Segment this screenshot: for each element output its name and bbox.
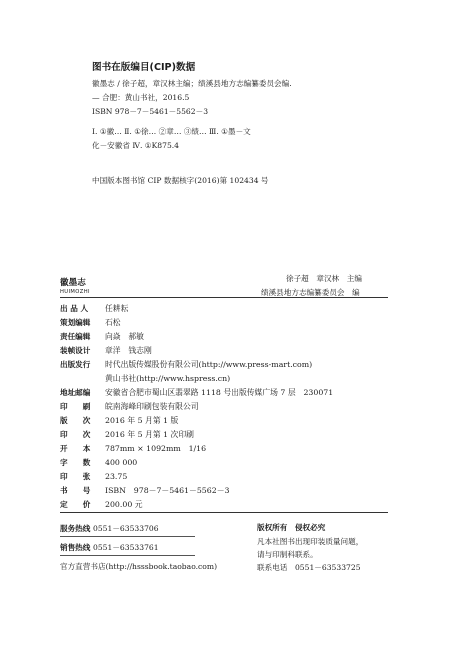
service-hotline-number: 0551－63533706 — [93, 524, 159, 533]
cip-library-note: 中国版本图书馆 CIP 数据核字(2016)第 102434 号 — [92, 176, 269, 185]
detail-row — [60, 457, 137, 468]
detail-label: 字 数 — [60, 458, 91, 467]
sales-underline — [60, 555, 195, 556]
detail-label: 版 次 — [60, 416, 91, 425]
rights-title: 版权所有 侵权必究 — [257, 523, 326, 532]
detail-row — [60, 429, 194, 440]
detail-label: 策划编辑 — [60, 318, 91, 327]
detail-value: 皖南海峰印刷包装有限公司 — [105, 402, 199, 411]
detail-value: 任耕耘 — [105, 304, 129, 313]
detail-row — [60, 373, 230, 384]
detail-label: 印 刷 — [60, 402, 91, 411]
editors-line: 徐子超 章汉林 主编 — [286, 274, 362, 283]
detail-label: 书 号 — [60, 486, 91, 495]
detail-value: 安徽省合肥市蜀山区翡翠路 1118 号出版传媒广场 7 层 230071 — [105, 388, 334, 397]
detail-value: 章洋 钱志刚 — [105, 346, 152, 355]
rights-contact: 联系电话 0551－63533725 — [257, 563, 361, 572]
service-hotline-label: 服务热线 — [60, 524, 91, 533]
detail-label: 定 价 — [60, 500, 91, 509]
rights-line-2: 请与印制科联系。 — [257, 550, 318, 559]
detail-row — [60, 499, 143, 510]
sales-hotline-number: 0551－63533761 — [93, 543, 159, 552]
detail-label: 印 次 — [60, 430, 91, 439]
rights-line-1: 凡本社图书出现印装质量问题， — [257, 537, 364, 546]
official-store-link[interactable]: 官方直营书店(http://hsssbook.taobao.com) — [60, 562, 218, 571]
cip-line-1: 徽墨志 / 徐子超，章汉林主编；绩溪县地方志编纂委员会编. — [92, 79, 292, 88]
detail-row — [60, 401, 199, 412]
detail-value: ISBN 978－7－5461－5562－3 — [105, 486, 230, 495]
detail-value: 23.75 — [105, 472, 128, 481]
details-divider — [60, 512, 388, 513]
detail-label: 出版发行 — [60, 360, 91, 369]
detail-row — [60, 303, 128, 314]
detail-row — [60, 471, 127, 482]
detail-label: 装帧设计 — [60, 346, 91, 355]
cip-line-4: Ⅰ. ①徽… Ⅱ. ①徐… ②章… ③绩… Ⅲ. ①墨－文 — [92, 127, 251, 136]
detail-row — [60, 345, 152, 356]
detail-row — [60, 317, 121, 328]
detail-row — [60, 331, 144, 342]
compiler-line: 绩溪县地方志编纂委员会 编 — [261, 288, 360, 297]
detail-row — [60, 387, 333, 398]
detail-value: 向焱 郝敏 — [105, 332, 144, 341]
detail-label: 出 品 人 — [60, 304, 89, 313]
detail-label: 印 张 — [60, 472, 91, 481]
book-title-pinyin: HUIMOZHI — [60, 289, 90, 295]
detail-label: 地址邮编 — [60, 388, 91, 397]
cip-line-2: — 合肥：黄山书社，2016.5 — [92, 93, 190, 102]
detail-value: 时代出版传媒股份有限公司(http://www.press-mart.com) — [105, 360, 313, 369]
detail-value: 200.00 元 — [105, 500, 143, 509]
title-divider — [60, 297, 388, 298]
cip-line-5: 化－安徽省 Ⅳ. ①K875.4 — [92, 141, 180, 150]
detail-label: 责任编辑 — [60, 332, 91, 341]
detail-row — [60, 443, 206, 454]
book-title: 徽墨志 — [60, 278, 86, 288]
cip-heading: 图书在版编目(CIP)数据 — [92, 62, 196, 73]
service-underline — [60, 536, 195, 537]
detail-row — [60, 359, 312, 370]
detail-row — [60, 415, 178, 426]
detail-value: 黄山书社(http://www.hspress.cn) — [105, 374, 231, 383]
sales-hotline-label: 销售热线 — [60, 543, 91, 552]
detail-value: 787mm × 1092mm 1/16 — [105, 444, 207, 453]
detail-row — [60, 485, 229, 496]
detail-value: 石松 — [105, 318, 121, 327]
detail-label: 开 本 — [60, 444, 91, 453]
cip-line-3: ISBN 978－7－5461－5562－3 — [92, 107, 209, 116]
detail-value: 2016 年 5 月第 1 次印刷 — [105, 430, 194, 439]
detail-value: 2016 年 5 月第 1 版 — [105, 416, 179, 425]
detail-value: 400 000 — [105, 458, 138, 467]
